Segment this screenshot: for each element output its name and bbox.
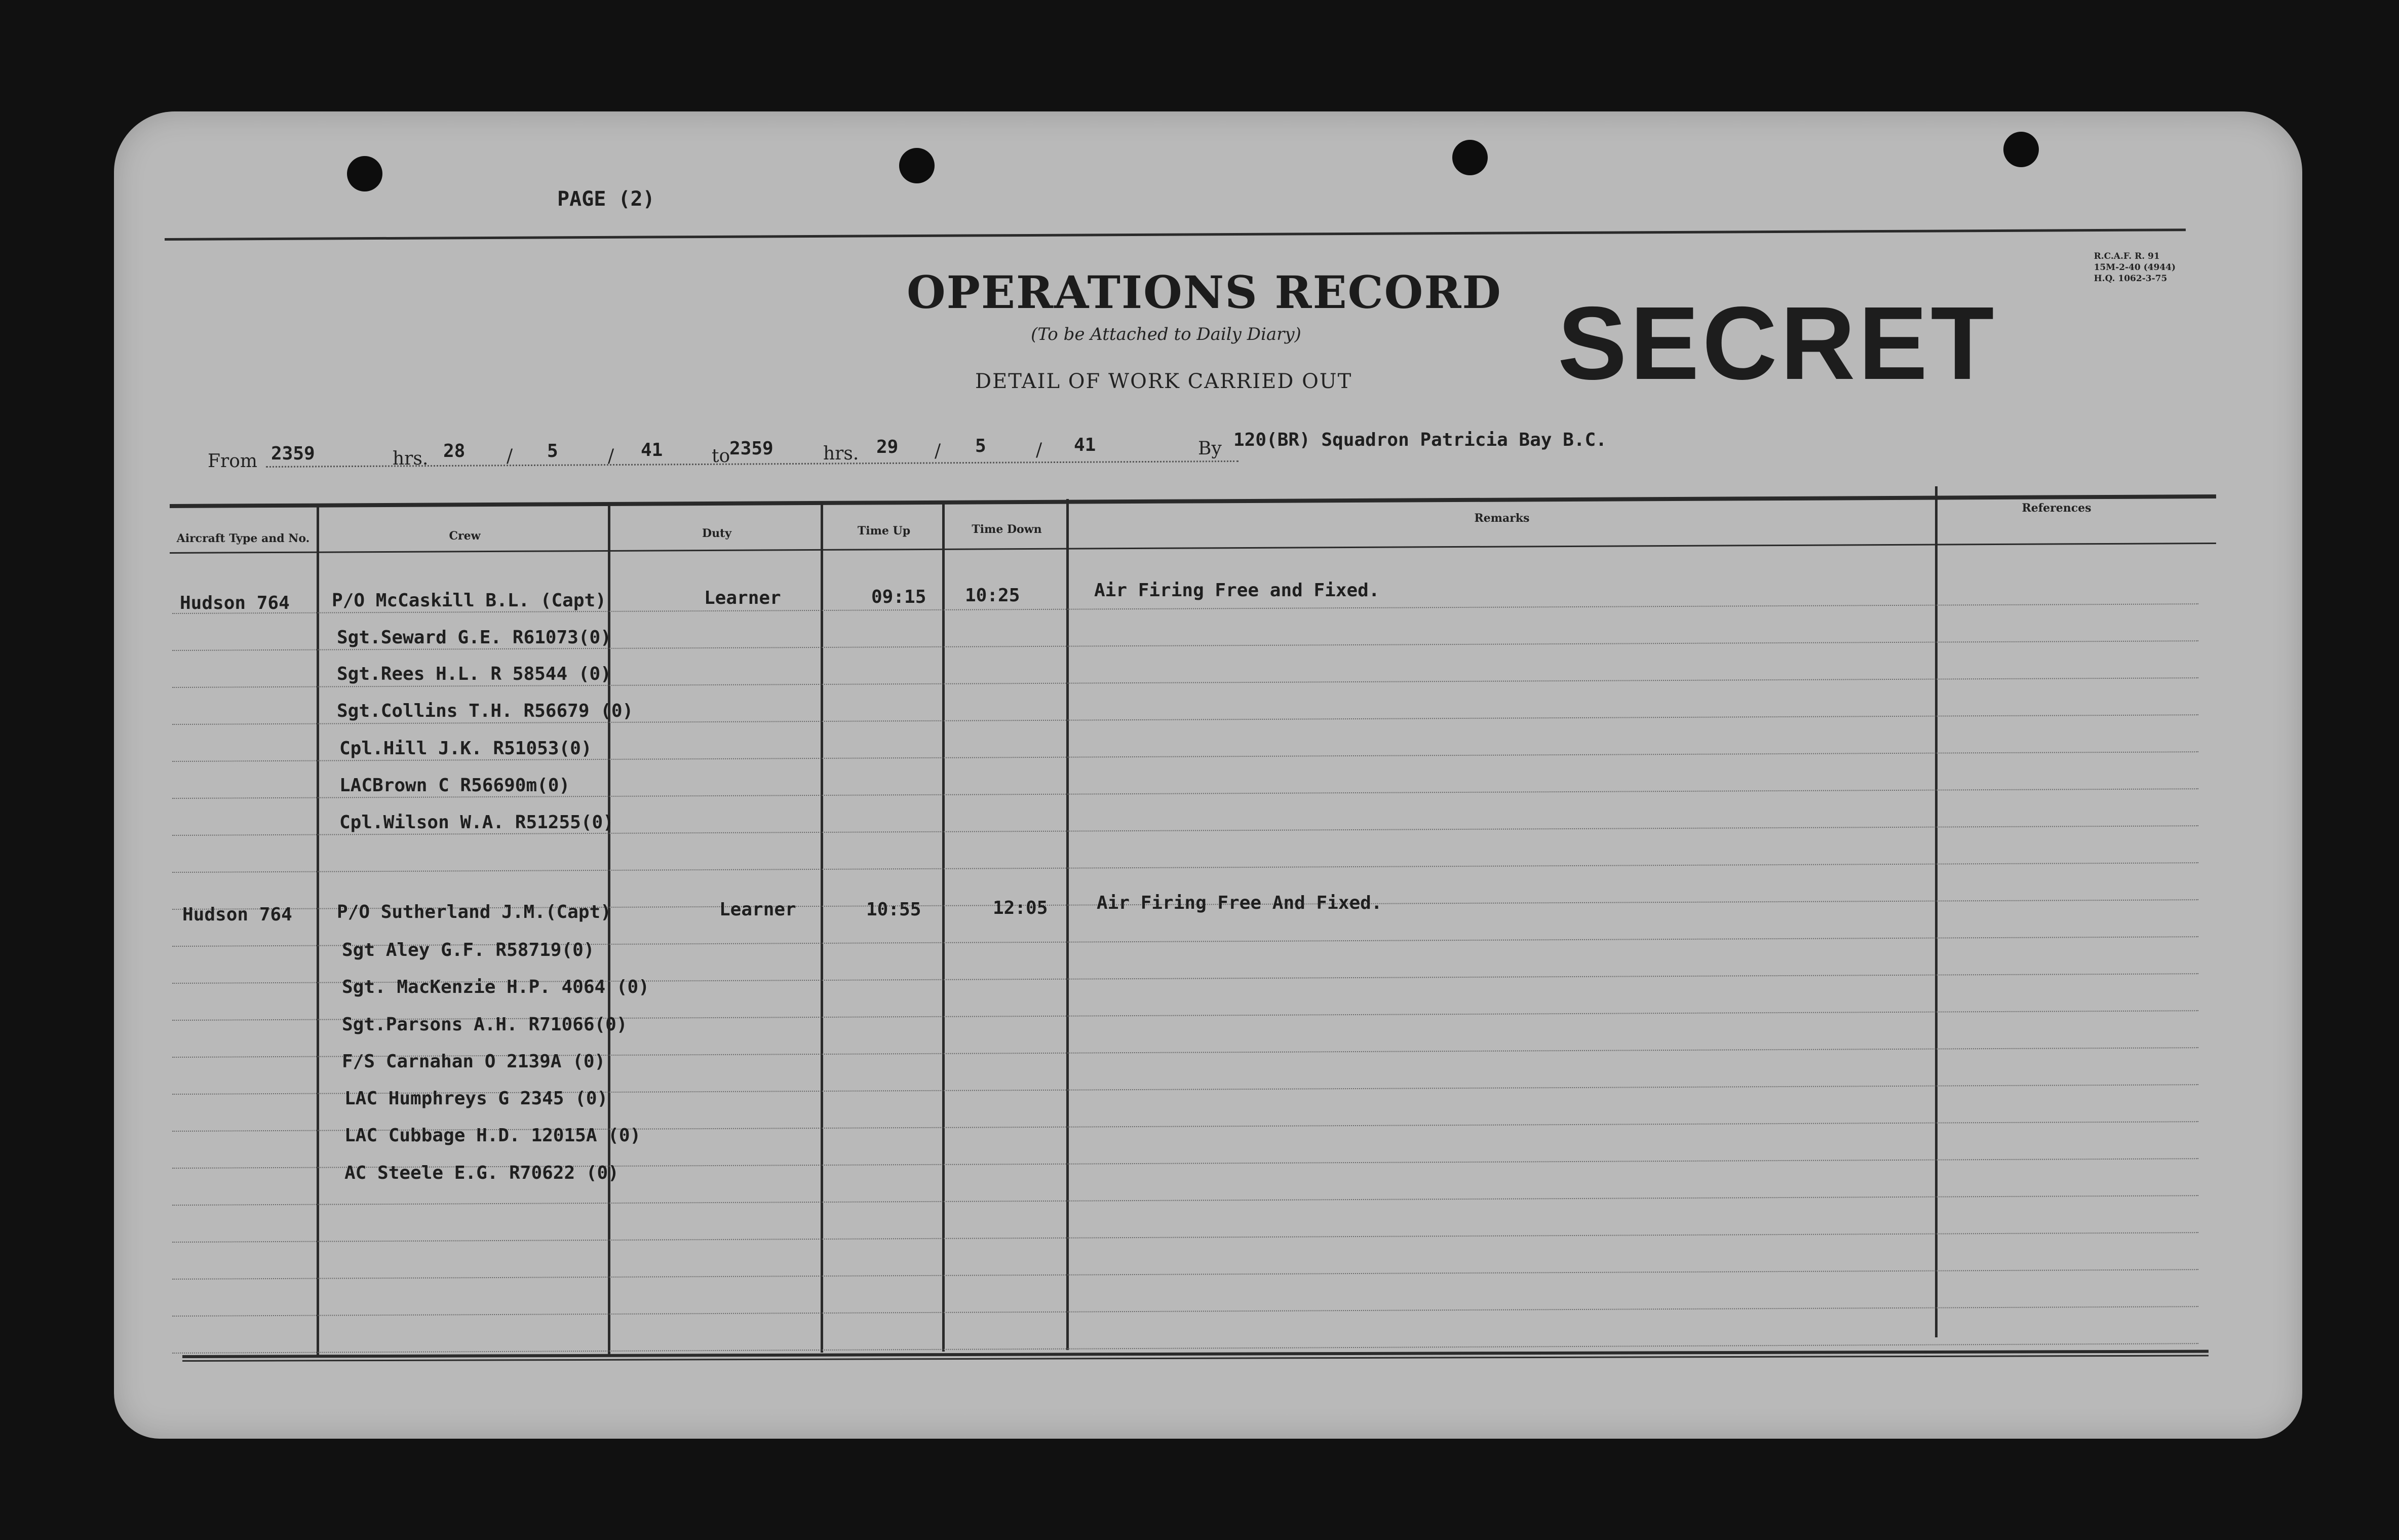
slash: / [935,441,941,461]
form-code: R.C.A.F. R. 91 15M-2-40 (4944) H.Q. 1062-3-75 [2094,251,2176,284]
crew-cell: Cpl.Hill J.K. R51053(0) [339,738,592,759]
col-remarks: Remarks [1474,512,1530,525]
crew-cell: P/O Sutherland J.M.(Capt) [337,902,611,922]
to-time: 2359 [729,438,773,459]
crew-cell: Sgt. MacKenzie H.P. 4064 (0) [342,977,649,997]
record-card [114,111,2302,1439]
time-down-cell: 12:05 [993,898,1048,918]
from-month: 5 [547,441,558,461]
col-crew: Crew [449,529,481,543]
crew-cell: Cpl.Wilson W.A. R51255(0) [339,812,614,833]
punch-hole-2 [899,148,935,183]
col-divider-3 [821,502,823,1353]
punch-hole-1 [347,156,382,191]
time-down-cell: 10:25 [965,585,1020,606]
crew-cell: P/O McCaskill B.L. (Capt) [332,590,606,611]
crew-cell: Sgt.Rees H.L. R 58544 (0) [337,664,611,684]
crew-cell: LAC Cubbage H.D. 12015A (0) [344,1125,641,1146]
duty-cell: Learner [704,588,781,608]
ruled-line [172,1269,2198,1280]
crew-cell: Sgt.Parsons A.H. R71066(0) [342,1014,628,1035]
to-year: 41 [1074,435,1096,455]
from-year: 41 [641,440,663,460]
ruled-line [172,1195,2198,1206]
crew-cell: Sgt Aley G.F. R58719(0) [342,940,595,960]
time-up-cell: 09:15 [871,587,926,607]
from-time: 2359 [271,443,315,464]
by-label: By [1198,438,1222,459]
to-day: 29 [876,437,899,457]
to-label: to [712,446,730,467]
secret-stamp: SECRET [1558,285,1997,401]
col-time-up: Time Up [857,524,911,537]
from-label: From [208,451,257,472]
slash: / [1036,440,1042,460]
slash: / [507,446,513,467]
table-top-rule [170,494,2216,508]
header-bottom-rule [170,543,2216,554]
duty-cell: Learner [719,899,796,920]
time-up-cell: 10:55 [866,899,921,920]
from-day: 28 [443,441,466,461]
ruled-line [172,1306,2198,1317]
punch-hole-4 [2003,132,2039,167]
page-subtitle: (To be Attached to Daily Diary) [1031,324,1301,344]
hrs-label-1: hrs. [393,448,429,469]
ruled-line [172,862,2198,873]
col-divider-1 [317,507,319,1358]
remarks-cell: Air Firing Free and Fixed. [1094,580,1380,601]
col-divider-4 [942,500,945,1352]
col-references: References [2022,502,2092,515]
aircraft-cell: Hudson 764 [182,904,292,925]
ruled-line [172,1232,2198,1243]
col-divider-6 [1935,486,1938,1337]
col-divider-5 [1066,499,1069,1350]
page-title: OPERATIONS RECORD [907,266,1502,319]
remarks-cell: Air Firing Free And Fixed. [1097,893,1382,913]
crew-cell: LAC Humphreys G 2345 (0) [344,1088,608,1109]
crew-cell: Sgt.Collins T.H. R56679 (0) [337,701,634,721]
crew-cell: Sgt.Seward G.E. R61073(0) [337,627,611,648]
by-value: 120(BR) Squadron Patricia Bay B.C. [1233,430,1607,450]
to-month: 5 [975,436,986,456]
page-label: PAGE (2) [557,187,655,211]
top-rule [165,228,2186,241]
col-aircraft: Aircraft Type and No. [176,532,310,545]
crew-cell: F/S Carnahan O 2139A (0) [342,1051,606,1072]
slash: / [608,446,614,467]
punch-hole-3 [1452,140,1488,175]
crew-cell: AC Steele E.G. R70622 (0) [344,1163,619,1183]
aircraft-cell: Hudson 764 [180,593,290,613]
hrs-label-2: hrs. [823,443,859,464]
crew-cell: LACBrown C R56690m(0) [339,775,570,796]
detail-heading: DETAIL OF WORK CARRIED OUT [975,370,1352,393]
col-time-down: Time Down [972,523,1042,536]
col-duty: Duty [702,527,732,540]
